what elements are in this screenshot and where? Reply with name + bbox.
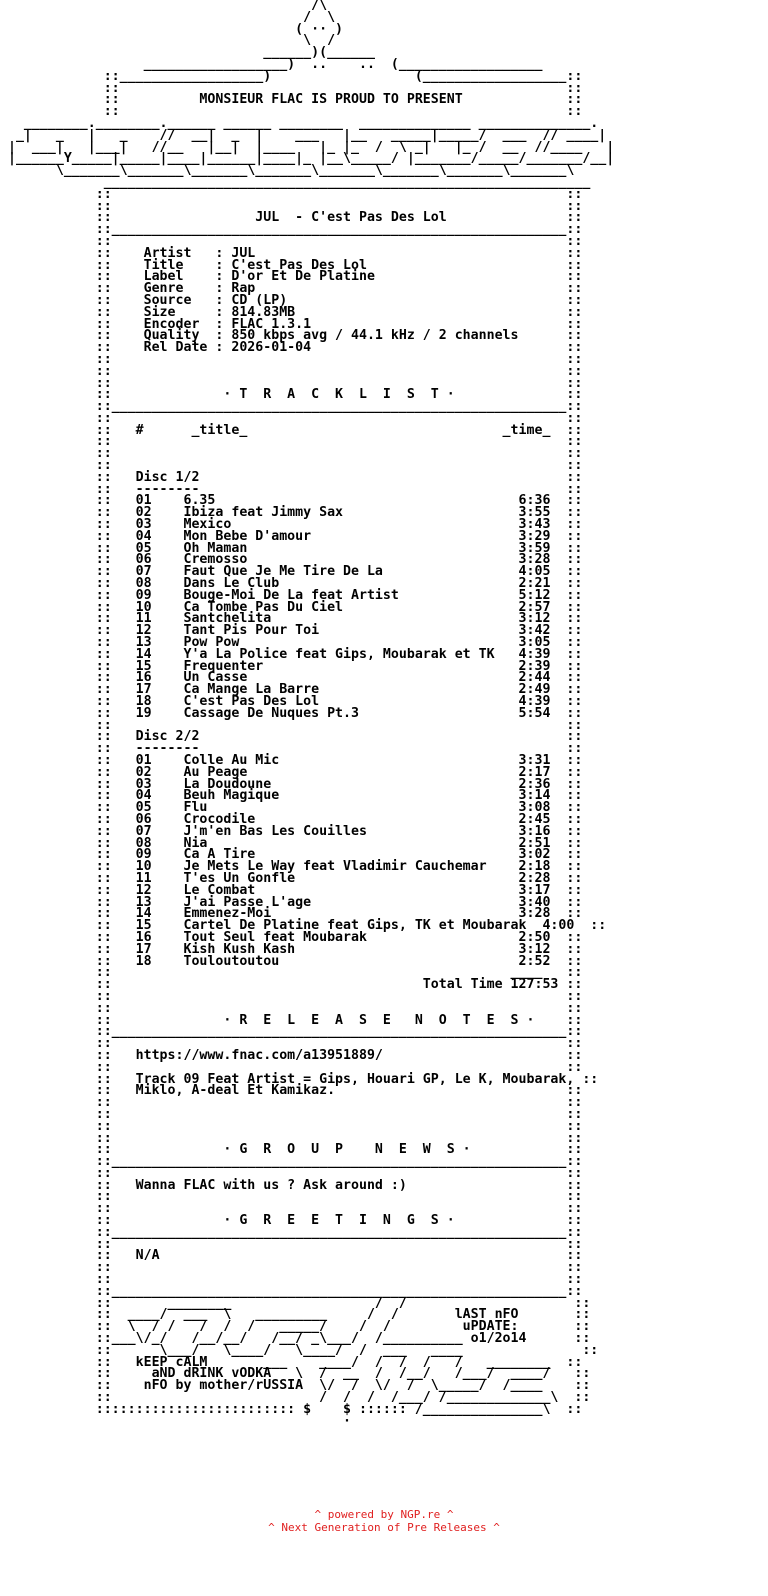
- nfo-line: ________.________.______ ______ ________ ______________ ______________.: [0, 115, 599, 131]
- nfo-line: :: https://www.fnac.com/a13951889/ ::: [0, 1047, 583, 1063]
- nfo-line: :: 01 Colle Au Mic 3:31 ::: [0, 753, 583, 768]
- nfo-line: :: kEEP cALM ___ ____/ / / / / ________ ::: [0, 1354, 583, 1370]
- nfo-line: ( ·· ): [0, 21, 344, 37]
- nfo-line: :: Artist : JUL ::: [0, 245, 583, 261]
- nfo-line: :: 11 Santchelita 3:12 ::: [0, 611, 583, 627]
- nfo-line: :: ::: [0, 1236, 583, 1252]
- nfo-line: :: ::: [0, 1189, 583, 1205]
- nfo-line: ::__________________) (__________________::: [0, 68, 583, 84]
- nfo-line: :: ::: [0, 1095, 583, 1111]
- nfo-line: :: Encoder : FLAC 1.3.1 ::: [0, 316, 583, 332]
- nfo-line: ::_________________________________________________________::: [0, 1283, 583, 1299]
- nfo-line: :: 03 Mexico 3:43 ::: [0, 517, 583, 533]
- nfo-line: :: 12 Tant Pis Pour Toi 3:42 ::: [0, 623, 583, 639]
- nfo-line: :: ________ / / ::: [0, 1295, 591, 1311]
- nfo-line: :: ::: [0, 458, 583, 474]
- nfo-line: :: 01 6.35 6:36 ::: [0, 493, 583, 509]
- nfo-line: :: Label : D'or Et De Platine ::: [0, 269, 583, 285]
- nfo-line: :: ____/ ___ \ _________ / / lAST nFO ::: [0, 1307, 591, 1323]
- nfo-line: :: ::: [0, 1106, 583, 1122]
- nfo-line: /\: [0, 0, 328, 13]
- nfo-line: :: 04 Mon Bebe D'amour 3:29 ::: [0, 528, 583, 544]
- nfo-line: :: · G R O U P N E W S · ::: [0, 1142, 583, 1158]
- nfo-line: :: JUL - C'est Pas Des Lol ::: [0, 210, 583, 226]
- nfo-line: :: ::: [0, 1272, 583, 1288]
- nfo-line: :: 07 Faut Que Je Me Tire De La 4:05 ::: [0, 564, 583, 580]
- nfo-line: :: 15 Cartel De Platine feat Gips, TK et Moubarak 4:00 ::: [0, 918, 607, 934]
- nfo-line: :: 13 J'ai Passe L'age 3:40 ::: [0, 894, 583, 910]
- nfo-line: :: ::: [0, 1059, 583, 1075]
- nfo-line: :: 16 Un Casse 2:44 ::: [0, 670, 583, 686]
- nfo-line: :: Track 09 Feat Artist = Gips, Houari GP, Le K, Moubarak, ::: [0, 1071, 599, 1087]
- nfo-line: ::::::::::::::::::::::::: $ $ :::::: /_______________\ ::: [0, 1401, 583, 1417]
- nfo-line: :: ::: [0, 186, 583, 202]
- nfo-line: ::_________________________________________________________::: [0, 399, 583, 415]
- nfo-line: :: \___/ \____/ \____/ / ___ ____ ::: [0, 1342, 599, 1358]
- nfo-line: :: ::: [0, 80, 583, 96]
- nfo-line: :: 09 Ca A Tire 3:02 ::: [0, 847, 583, 863]
- nfo-line: :: ::: [0, 1130, 583, 1146]
- nfo-line: ______)(______: [0, 45, 375, 61]
- nfo-line: |______Y_____|_____|____|______|____|_ |__\_____/ |_______/_____/_______/__|: [0, 151, 615, 167]
- nfo-line: __________________) .. .. (__________________: [0, 56, 543, 72]
- nfo-line: / \: [0, 9, 336, 25]
- nfo-line: :: Wanna FLAC with us ? Ask around :) ::: [0, 1177, 583, 1193]
- nfo-line: :: · R E L E A S E N O T E S · ::: [0, 1012, 583, 1028]
- nfo-line: :: 14 Y'a La Police feat Gips, Moubarak et TK 4:39 ::: [0, 646, 583, 662]
- nfo-line: :: N/A ::: [0, 1248, 583, 1264]
- nfo-line: :: -------- ::: [0, 741, 583, 757]
- nfo-line: ::_________________________________________________________::: [0, 1154, 583, 1170]
- nfo-line: :: 12 Le Combat 3:17 ::: [0, 882, 583, 898]
- nfo-line: :: Size : 814.83MB ::: [0, 304, 583, 320]
- nfo-line: :: 05 Oh Maman 3:59 ::: [0, 540, 583, 556]
- nfo-line: ::_________________________________________________________::: [0, 1024, 583, 1040]
- nfo-line: :: 15 Frequenter 2:39 ::: [0, 658, 583, 674]
- nfo-line: :: 18 Touloutoutou 2:52 ::: [0, 953, 583, 969]
- nfo-line: :: 08 Nia 2:51 ::: [0, 835, 583, 851]
- nfo-line: :: -------- ::: [0, 481, 583, 497]
- nfo-line: :: ::: [0, 717, 583, 733]
- nfo-line: :: ::: [0, 233, 583, 249]
- nfo-line: _____________________________________________________________: [0, 174, 591, 190]
- nfo-line: :: 02 Ibiza feat Jimmy Sax 3:55 ::: [0, 505, 583, 521]
- nfo-line: :: Source : CD (LP) ::: [0, 292, 583, 308]
- nfo-line: :: ::: [0, 1201, 583, 1217]
- nfo-line: :: 10 Je Mets Le Way feat Vladimir Cauchemar 2:18 ::: [0, 859, 583, 875]
- nfo-line: :: nFO by mother/rUSSIA \/ / \/ / \_____/ /____ ::: [0, 1378, 591, 1394]
- nfo-line: :: ::: [0, 1260, 583, 1276]
- nfo-line: | ___| |___| //__ |__| |____ |_ |_ / \ _| |_ / __ //____ |: [0, 139, 615, 155]
- nfo-line: :: aND dRINK vODKA \ / __ / /__/ /___/ ____/ ::: [0, 1366, 591, 1382]
- nfo-line: :: ::: [0, 1118, 583, 1134]
- nfo-line: ::_________________________________________________________::: [0, 1224, 583, 1240]
- nfo-line: :: ____ ::: [0, 965, 583, 981]
- nfo-line: :: # _title_ _time_ ::: [0, 422, 583, 438]
- nfo-line: :: Total Time 127:53 ::: [0, 977, 583, 993]
- nfo-line: :: ::: [0, 446, 583, 462]
- nfo-line: :: Rel Date : 2026-01-04 ::: [0, 340, 583, 356]
- nfo-line: :: ::: [0, 410, 583, 426]
- nfo-line: :: 03 La Doudoune 2:36 ::: [0, 776, 583, 792]
- powered-by-text: ^ powered by NGP.re ^: [314, 1508, 454, 1521]
- nfo-line: :: 06 Cremosso 3:28 ::: [0, 552, 583, 568]
- nfo-line: :: ::: [0, 1165, 583, 1181]
- nfo-line: :: ::: [0, 104, 583, 120]
- nfo-line: :: 06 Crocodile 2:45 ::: [0, 811, 583, 827]
- nfo-line: :: ::: [0, 1036, 583, 1052]
- nfo-line: :: ::: [0, 1000, 583, 1016]
- nfo-line: :: 17 Kish Kush Kash 3:12 ::: [0, 941, 583, 957]
- nfo-line: :: 05 Flu 3:08 ::: [0, 800, 583, 816]
- nfo-line: :: Title : C'est Pas Des Lol ::: [0, 257, 583, 273]
- nfo-line: :: 14 Emmenez-Moi 3:28 ::: [0, 906, 583, 922]
- nfo-line: :: Disc 1/2 ::: [0, 469, 583, 485]
- nfo-line: :: · T R A C K L I S T · ::: [0, 387, 583, 403]
- footer: [0, 1508, 768, 1534]
- nfo-line: :: 08 Dans Le Club 2:21 ::: [0, 576, 583, 592]
- nfo-line: :: 11 T'es Un Gonfle 2:28 ::: [0, 870, 583, 886]
- nfo-line: :: 19 Cassage De Nuques Pt.3 5:54 ::: [0, 705, 583, 721]
- nfo-line: :: ::: [0, 375, 583, 391]
- nfo-line: :: MONSIEUR FLAC IS PROUD TO PRESENT ::: [0, 92, 583, 108]
- nfo-line: :: · G R E E T I N G S · ::: [0, 1213, 583, 1229]
- nfo-line: _| _ | _ // __| _ | ___ |__ _____|_____/ ___ // ____|: [0, 127, 607, 143]
- nfo-line: :: Disc 2/2 ::: [0, 729, 583, 745]
- nfo-line: :: 09 Bouge-Moi De La feat Artist 5:12 ::: [0, 587, 583, 603]
- nfo-line: :: 04 Beuh Magique 3:14 ::: [0, 788, 583, 804]
- nfo-line: ::_________________________________________________________::: [0, 222, 583, 238]
- nfo-line: :: 07 J'm'en Bas Les Couilles 3:16 ::: [0, 823, 583, 839]
- nfo-line: :: Quality : 850 kbps avg / 44.1 kHz / 2 channels ::: [0, 328, 583, 344]
- nfo-line: :: / / / /___/ /_____________\ ::: [0, 1390, 591, 1406]
- nfo-line: :: ::: [0, 198, 583, 214]
- nfo-line: :: ::: [0, 351, 583, 367]
- nfo-line: :: 10 Ca Tombe Pas Du Ciel 2:57 ::: [0, 599, 583, 615]
- nfo-line: :: 13 Pow Pow 3:05 ::: [0, 635, 583, 651]
- nfo-line: :: 18 C'est Pas Des Lol 4:39 ::: [0, 694, 583, 710]
- nfo-line: :: 16 Tout Seul feat Moubarak 2:50 ::: [0, 929, 583, 945]
- nfo-line: :: Miklo, A-deal Et Kamikaz. ::: [0, 1083, 583, 1099]
- nfo-line: :: 17 Ca Mange La Barre 2:49 ::: [0, 682, 583, 698]
- nfo-line: :: ::: [0, 363, 583, 379]
- nfo-line: \ /: [0, 33, 336, 49]
- nfo-line: :: 02 Au Peage 2:17 ::: [0, 764, 583, 780]
- nfo-line: :: ::: [0, 434, 583, 450]
- tagline-text: ^ Next Generation of Pre Releases ^: [268, 1521, 500, 1534]
- nfo-line: ·: [0, 1413, 351, 1428]
- nfo-line: :: ::: [0, 988, 583, 1004]
- nfo-line: :: \ / / / / / _____/ / / uPDATE: ::: [0, 1319, 591, 1335]
- nfo-line: ::___\/_/ /__/__/ /__/ _\___/ /__________ o1/2o14 ::: [0, 1331, 591, 1347]
- nfo-line: \_______\_______\_______\_______\_______\_______\_______\_______\: [0, 163, 575, 179]
- nfo-line: :: Genre : Rap ::: [0, 281, 583, 297]
